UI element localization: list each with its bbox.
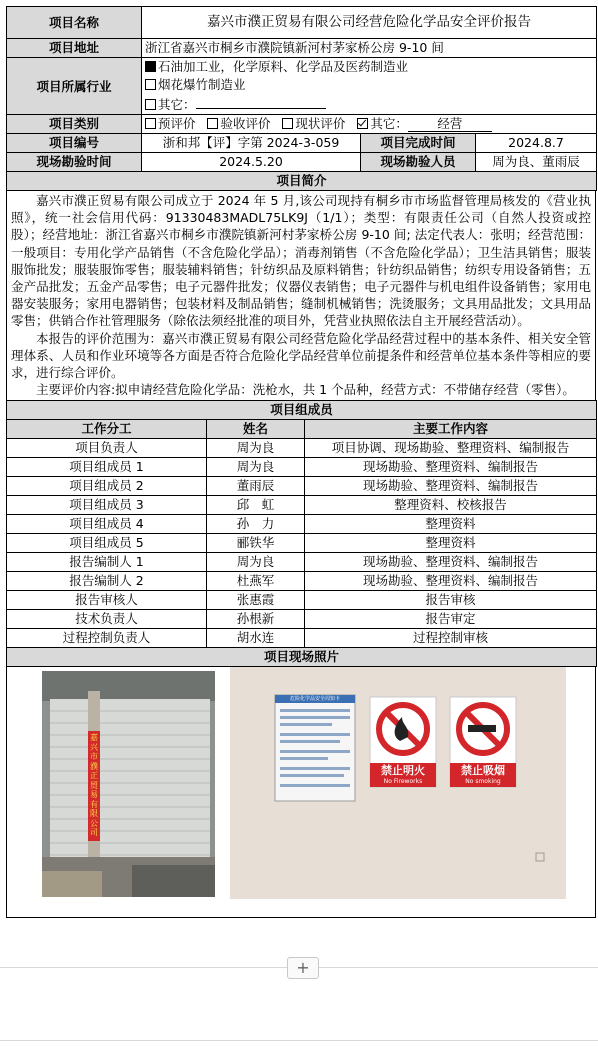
- member-row: [7, 553, 597, 572]
- member-role: 项目组成员 4: [7, 515, 207, 534]
- notice-card-title: 危险化学品安全周知卡: [289, 696, 340, 703]
- project-address-label: 项目地址: [7, 39, 142, 58]
- report-sheet: [6, 6, 596, 918]
- checkbox-empty-icon: [207, 118, 218, 129]
- member-row: [7, 515, 597, 534]
- intro-section-title: 项目简介: [7, 172, 597, 191]
- intro-paragraph-2: 本报告的评价范围为：嘉兴市濮正贸易有限公司经营危险化学品经营过程中的基本条件、相关安全管理体系、人员和作业环境等各方面是否符合危险化学品经营单位前提条件和经营单位基本条件等相应的要求，进行综合评价。: [11, 330, 591, 381]
- site-photo-signs: [230, 667, 566, 899]
- project-address-value: 浙江省嘉兴市桐乡市濮院镇新河村茅家桥公房 9-10 间: [142, 39, 597, 58]
- member-name: 胡水连: [207, 629, 305, 648]
- member-row: [7, 629, 597, 648]
- sign-no-smoking-text: 禁止吸烟: [461, 764, 505, 778]
- industry-option-1: 石油加工业，化学原料、化学品及医药制造业: [145, 58, 593, 76]
- survey-time-label: 现场勘验时间: [7, 153, 142, 172]
- complete-time-value: 2024.8.7: [476, 134, 597, 153]
- member-name: 杜燕军: [207, 572, 305, 591]
- member-row: [7, 534, 597, 553]
- member-duty: 现场勘验、整理资料、编制报告: [305, 553, 597, 572]
- industry-option-3: 其它：: [145, 94, 593, 114]
- member-duty: 现场勘验、整理资料、编制报告: [305, 572, 597, 591]
- category-other-value: 经营: [408, 117, 492, 132]
- member-role: 报告审核人: [7, 591, 207, 610]
- industry-other-blank: [196, 94, 326, 109]
- surveyors-label: 现场勘验人员: [361, 153, 476, 172]
- checkbox-empty-icon: [145, 79, 156, 90]
- project-category-label: 项目类别: [7, 115, 142, 134]
- checkbox-empty-icon: [282, 118, 293, 129]
- members-header-duty: 主要工作内容: [305, 420, 597, 439]
- member-duty: 项目协调、现场勘验、整理资料、编制报告: [305, 439, 597, 458]
- member-role: 项目组成员 2: [7, 477, 207, 496]
- member-duty: 过程控制审核: [305, 629, 597, 648]
- member-name: 周为良: [207, 553, 305, 572]
- photos-section-title: 项目现场照片: [7, 648, 597, 667]
- members-rows: [7, 439, 597, 648]
- banner-text: 嘉兴市濮正贸易有限公司: [90, 733, 98, 838]
- project-category-options: 预评价 验收评价 现状评价 其它： 经营: [142, 115, 597, 134]
- members-table: [6, 400, 597, 667]
- member-row: [7, 572, 597, 591]
- member-duty: 报告审核: [305, 591, 597, 610]
- checkbox-empty-icon: [145, 99, 156, 110]
- site-photo-storefront: [42, 671, 215, 897]
- industry-option-2: 烟花爆竹制造业: [145, 76, 593, 94]
- project-industry-options: [142, 58, 597, 115]
- member-row: [7, 439, 597, 458]
- member-row: [7, 458, 597, 477]
- member-row: [7, 477, 597, 496]
- project-number-label: 项目编号: [7, 134, 142, 153]
- member-row: [7, 591, 597, 610]
- member-name: 董雨辰: [207, 477, 305, 496]
- member-role: 报告编制人 1: [7, 553, 207, 572]
- member-role: 技术负责人: [7, 610, 207, 629]
- project-name-value: 嘉兴市濮正贸易有限公司经营危险化学品安全评价报告: [142, 7, 597, 39]
- member-duty: 报告审定: [305, 610, 597, 629]
- sign-no-smoking-subtext: No smoking: [465, 778, 501, 786]
- member-role: 过程控制负责人: [7, 629, 207, 648]
- member-duty: 整理资料、校核报告: [305, 496, 597, 515]
- project-number-value: 浙和邦【评】字第 2024-3-059: [142, 134, 361, 153]
- checkbox-filled-icon: [145, 61, 156, 72]
- member-name: 周为良: [207, 458, 305, 477]
- add-page-button[interactable]: +: [287, 957, 319, 979]
- storefront-image: [42, 671, 215, 897]
- sign-no-fire-text: 禁止明火: [381, 764, 425, 778]
- member-role: 项目组成员 5: [7, 534, 207, 553]
- project-name-label: 项目名称: [7, 7, 142, 39]
- member-duty: 整理资料: [305, 534, 597, 553]
- intro-text: [6, 191, 596, 400]
- member-name: 张惠霞: [207, 591, 305, 610]
- members-header-name: 姓名: [207, 420, 305, 439]
- member-row: [7, 496, 597, 515]
- members-header-role: 工作分工: [7, 420, 207, 439]
- checkbox-checked-icon: [357, 118, 368, 129]
- complete-time-label: 项目完成时间: [361, 134, 476, 153]
- member-role: 项目组成员 1: [7, 458, 207, 477]
- member-row: [7, 610, 597, 629]
- member-role: 项目组成员 3: [7, 496, 207, 515]
- member-name: 孙 力: [207, 515, 305, 534]
- survey-time-value: 2024.5.20: [142, 153, 361, 172]
- intro-paragraph-1: 嘉兴市濮正贸易有限公司成立于 2024 年 5 月,该公司现持有桐乡市市场监督管理局核发的《营业执照》，统一社会信用代码：91330483MADL75LK9J（1/1）；类型：有限责任公司（自然人投资或控股）；经营地址：浙江省嘉兴市桐乡市濮院镇新河村茅家桥公房 9-10 间; 法定代表人：张明；经营范围：一般项目：专用化学产品销售（不含危险化学品）；消毒剂销售（不含危险化学品）；卫生洁具销售；服装服饰批发；服装服饰零售；服装辅料销售；针纺织品及原料销售；针纺织品销售；纺织专用设备销售；五金产品批发；五金产品零售；电子元器件批发；仪器仪表销售；电子元器件与机电组件设备销售；家用电器安装服务；家用电器销售；包装材料及制品销售；缝制机械销售；洗烫服务；文具用品批发；文具用品零售；供销合作社管理服务（除依法须经批准的项目外，凭营业执照依法自主开展经营活动）。: [11, 193, 591, 329]
- intro-paragraph-3: 主要评价内容:拟申请经营危险化学品：洗枪水，共 1 个品种，经营方式：不带储存经营（零售）。: [36, 382, 575, 398]
- member-duty: 整理资料: [305, 515, 597, 534]
- member-role: 报告编制人 2: [7, 572, 207, 591]
- member-name: 周为良: [207, 439, 305, 458]
- project-industry-label: 项目所属行业: [7, 58, 142, 115]
- page-bottom-divider: [0, 1040, 598, 1041]
- surveyors-value: 周为良、董雨辰: [476, 153, 597, 172]
- member-duty: 现场勘验、整理资料、编制报告: [305, 477, 597, 496]
- member-name: 邱 虹: [207, 496, 305, 515]
- member-duty: 现场勘验、整理资料、编制报告: [305, 458, 597, 477]
- sign-no-fire-subtext: No Fireworks: [383, 778, 423, 786]
- checkbox-empty-icon: [145, 118, 156, 129]
- project-info-table: [6, 6, 597, 191]
- member-name: 孙根新: [207, 610, 305, 629]
- member-role: 项目负责人: [7, 439, 207, 458]
- member-name: 郦铁华: [207, 534, 305, 553]
- site-photos: [6, 667, 596, 918]
- members-section-title: 项目组成员: [7, 401, 597, 420]
